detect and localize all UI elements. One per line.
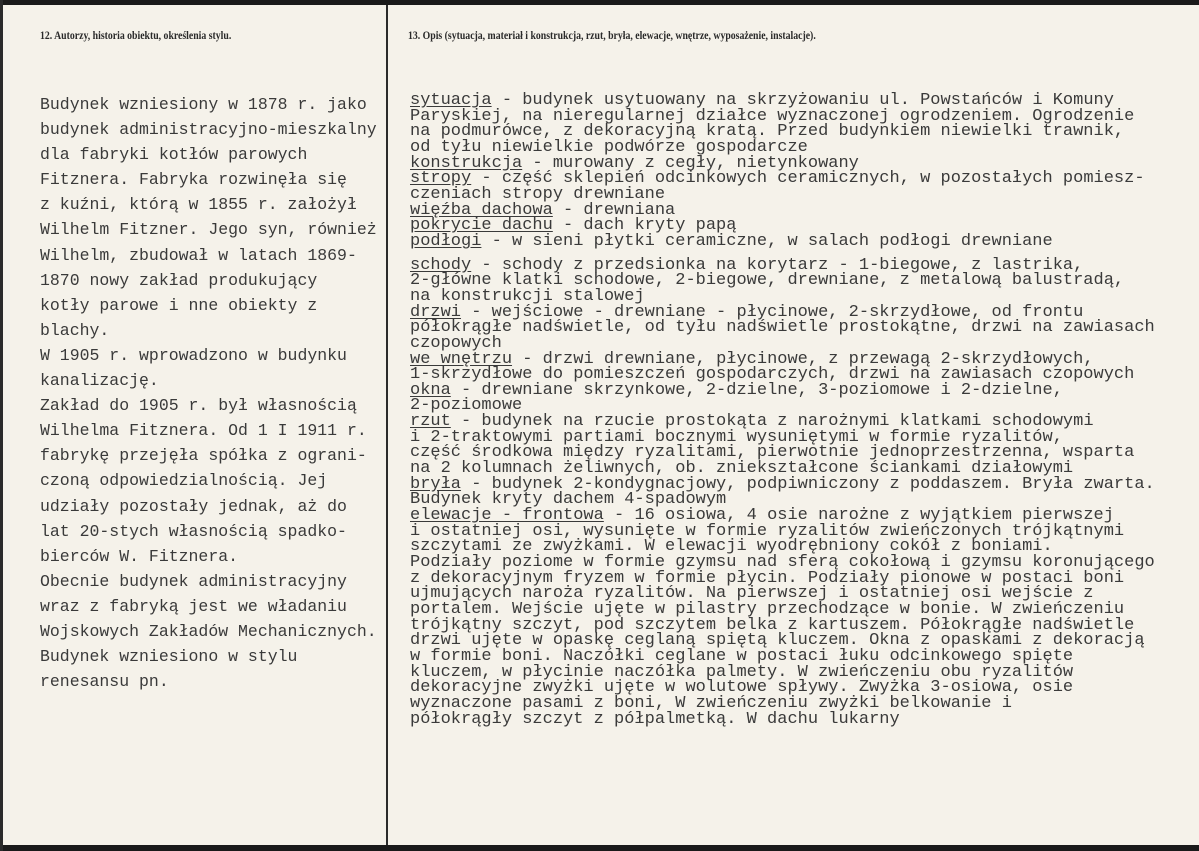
section-label: podłogi [410,231,482,251]
description-text-span: czopowych [410,333,502,353]
description-text-span: 2-główne klatki schodowe, 2-biegowe, drewniane, z metalową balustradą, [410,271,1125,291]
history-line: udziały pozostały jednak, aż do [40,496,347,516]
description-text-span: trójkątny szczyt, pod szczytem belka z kartuszem. Półokrągłe nadświetle [410,615,1135,635]
description-text-span: szczytami ze zwyżkami. W elewacji wyodrębniony cokół z boniami. [410,537,1053,557]
section-label: pokrycie dachu [410,216,553,236]
section-13-heading: 13. Opis (sytuacja, materiał i konstrukcja, rzut, bryła, elewacje, wnętrze, wyposażenie, instalacje). [408,30,816,42]
section-label: we wnętrzu [410,349,513,369]
history-line: budynek administracyjno-mieszkalny [40,120,377,140]
description-text-span: drzwi ujęte w opaskę ceglaną spiętą kluczem. Okna z opaskami z dekoracją [410,631,1145,651]
description-text-span: - drewniane skrzynkowe, 2-dzielne, 3-poziomowe i 2-dzielne, [450,380,1063,400]
section-label: więźba dachowa [410,200,553,220]
description-text-span: kluczem, w płycinie naczółka palmety. W zwieńczeniu obu ryzalitów [410,662,1074,682]
description-line [410,709,1155,729]
description-text-span: Podziały poziome w formie gzymsu nad sferą cokołową i gzymsu koronującego [410,553,1155,573]
description-text-span: na podmurówce, z dekoracyjną kratą. Przed budynkiem niewielki trawnik, [410,122,1125,142]
description-text-span: od tyłu niewielkie podwórze gospodarcze [410,137,808,157]
description-text-span: 1-skrzydłowe do pomieszczeń gospodarczych, drzwi na zawiasach czopowych [410,365,1135,385]
history-line: z kuźni, którą w 1855 r. założył [40,195,357,215]
section-label: schody [410,255,472,275]
description-text-span: - w sieni płytki ceramiczne, w salach podłogi drewniane [481,231,1053,251]
description-text-span: część środkowa między ryzalitami, pierwotnie jednoprzestrzenna, wsparta [410,443,1135,463]
history-line: Wilhelma Fitznera. Od 1 I 1911 r. [40,421,367,441]
description-text-span: ujmujących naroża ryzalitów. Na pierwszej i ostatniej osi wejście z [410,584,1094,604]
section-label: sytuacja [410,91,492,110]
scan-edge-left [0,0,3,851]
history-line: Budynek wzniesiony w 1878 r. jako [40,95,367,114]
history-line: 1870 nowy zakład produkujący [40,270,318,290]
history-line: Wojskowych Zakładów Mechanicznych. [40,621,377,641]
history-line: kanalizację. [40,371,159,391]
description-text-span: - budynek 2-kondygnacjowy, podpiwniczony z poddaszem. Bryła zwarta. [461,474,1155,494]
history-line: Obecnie budynek administracyjny [40,571,347,591]
history-line: blachy. [40,320,110,340]
description-text-span: - część sklepień odcinkowych ceramicznych, w pozostałych pomiesz- [471,169,1145,189]
history-line: Fitznera. Fabryka rozwinęła się [40,170,347,190]
column-divider [386,5,388,845]
description-text-span: półokrągłe nadświetle, od tyłu nadświetle prostokątne, drzwi na zawiasach [410,318,1155,338]
description-text-span: - drewniana [552,200,676,220]
history-line: W 1905 r. wprowadzono w budynku [40,345,347,365]
description-text-span: z dekoracyjnym fryzem w formie płycin. Podziały pionowe w postaci boni [410,568,1125,588]
description-text-span: - 16 osiowa, 4 osie narożne z wyjątkiem pierwszej [603,506,1114,526]
history-line: Wilhelm Fitzner. Jego syn, również [40,220,377,240]
history-line: bierców W. Fitznera. [40,546,239,566]
description-text-span: - wejściowe - drewniane - płycinowe, 2-skrzydłowe, od frontu [461,302,1084,322]
description-text-span: - drzwi drewniane, płycinowe, z przewagą 2-skrzydłowych, [512,349,1094,369]
description-text-span: czeniach stropy drewniane [410,184,666,204]
description-text-span: - murowany z cegły, nietynkowany [522,153,859,173]
section-label: elewacje - frontowa [410,506,604,526]
history-line: Budynek wzniesiono w stylu [40,647,298,667]
history-text [40,92,377,694]
description-text-span: Budynek kryty dachem 4-spadowym [410,490,727,510]
description-text-span: i 2-traktowymi partiami bocznymi wysuniętymi w formie ryzalitów, [410,427,1063,447]
description-text-span: - budynek na rzucie prostokąta z narożnymi klatkami schodowymi [450,412,1094,432]
section-label: okna [410,380,451,400]
description-line [410,231,1155,251]
description-text-span: na 2 kolumnach żeliwnych, ob. zniekształcone ściankami działowymi [410,459,1074,479]
description-text-span: - dach kryty papą [552,216,737,236]
section-label: rzut [410,412,451,432]
description-text-span: wyznaczone pasami z boni, W zwieńczeniu zwyżki belkowanie i [410,693,1012,713]
description-text-span: Paryskiej, na nieregularnej działce wyznaczonej ogrodzeniem. Ogrodzenie [410,106,1135,126]
section-label: bryła [410,474,462,494]
history-line: Wilhelm, zbudował w latach 1869- [40,245,357,265]
scan-edge-bottom [0,845,1199,851]
history-line: Zakład do 1905 r. był własnością [40,396,357,416]
history-line: renesansu pn. [40,672,169,692]
scan-edge-top [0,0,1199,5]
description-text [410,93,1155,727]
section-label: drzwi [410,302,462,322]
description-text-span: i ostatniej osi, wysunięte w formie ryzalitów zwieńczonych trójkątnymi [410,521,1125,541]
description-text-span: - schody z przedsionka na korytarz - 1-biegowe, z lastrika, [471,255,1084,275]
description-text-span: półokrągły szczyt z półpalmetką. W dachu lukarny [410,709,900,729]
history-line: fabrykę przejęła spółka z ograni- [40,446,367,466]
section-label: stropy [410,169,472,189]
description-text-span: w formie boni. Naczółki ceglane w postaci łuku odcinkowego spięte [410,646,1074,666]
history-line: wraz z fabryką jest we władaniu [40,596,347,616]
description-text-span: - budynek usytuowany na skrzyżowaniu ul. Powstańców i Komuny [491,91,1114,110]
history-line: kotły parowe i nne obiekty z [40,295,318,315]
section-label: konstrukcja [410,153,523,173]
section-12-heading: 12. Autorzy, historia obiektu, określenia stylu. [40,30,232,42]
description-text-span: portalem. Wejście ujęte w pilastry przechodzące w bonie. W zwieńczeniu [410,600,1125,619]
history-line: czoną odpowiedzialnością. Jej [40,471,328,491]
description-text-span: dekoracyjne zwyżki ujęte w wolutowe spływy. Zwyżka 3-osiowa, osie [410,678,1074,698]
description-line [410,320,1155,336]
history-line: lat 20-stych własnością spadko- [40,521,347,541]
description-text-span: na konstrukcji stalowej [410,286,645,306]
history-line: dla fabryki kotłów parowych [40,145,308,165]
description-text-span: 2-poziomowe [410,396,523,416]
